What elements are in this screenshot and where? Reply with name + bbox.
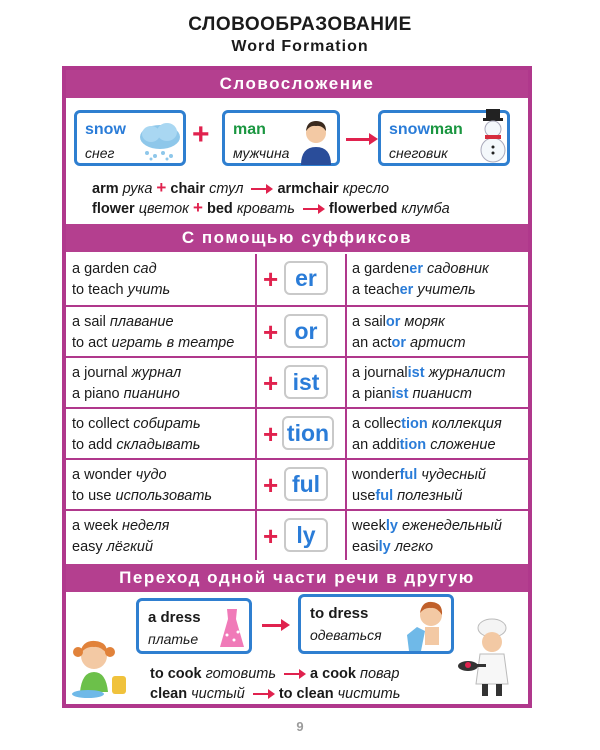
derived-words: a gardener садовник a teacher учитель <box>352 261 489 298</box>
arrow-icon <box>346 138 372 141</box>
suffix-label: er <box>284 261 328 295</box>
arrow-icon <box>284 673 302 675</box>
table-row <box>66 254 528 305</box>
suffix-cell: + ly <box>257 511 347 560</box>
compound-example-1: arm рука + chair стул armchair кресло <box>92 178 390 197</box>
snow-cloud-icon <box>137 121 183 161</box>
suffix-cell: + ful <box>257 460 347 509</box>
suffix-cell: + ist <box>257 358 347 407</box>
compound-example-2: flower цветок + bed кровать flowerbed клумба <box>92 198 450 217</box>
box-snow <box>74 110 186 166</box>
arrow-icon <box>303 208 321 210</box>
girl-cleaning-icon <box>70 636 132 700</box>
page-number: 9 <box>296 719 304 734</box>
box-to-dress: to dress одеваться <box>298 594 454 654</box>
base-words: a garden сад to teach учить <box>66 254 257 305</box>
base-words: a week неделя easy лёгкий <box>66 511 257 560</box>
derived-words: a journalist журналист a pianist пианист <box>352 365 506 402</box>
word-snowman-ru: снеговик <box>389 145 448 161</box>
arrow-icon <box>253 693 271 695</box>
base-words: to collect собирать to add складывать <box>66 409 257 458</box>
word-formation-card <box>62 66 532 708</box>
derived-words: a collection коллекция an addition сложение <box>352 416 502 453</box>
suffix-label: ly <box>284 518 328 552</box>
chef-icon <box>456 618 518 700</box>
word-man: man <box>233 121 266 138</box>
page-subtitle: Word Formation <box>231 38 369 55</box>
table-row <box>66 458 528 509</box>
base-words: a wonder чудо to use использовать <box>66 460 257 509</box>
table-row <box>66 509 528 560</box>
box-man <box>222 110 340 166</box>
base-words: a journal журнал a piano пианино <box>66 358 257 407</box>
word-man-ru: мужчина <box>233 145 290 161</box>
word-snow: snow <box>85 121 126 138</box>
section-header-suffixes: С помощью суффиксов <box>66 224 528 252</box>
box-dress: a dress платье <box>136 598 252 654</box>
suffix-cell: + tion <box>257 409 347 458</box>
girl-dressing-icon <box>405 601 451 653</box>
table-row <box>66 407 528 458</box>
arrow-icon <box>262 624 284 627</box>
suffix-label: tion <box>282 416 334 450</box>
table-row <box>66 356 528 407</box>
dress-icon <box>219 607 245 649</box>
suffix-label: ist <box>284 365 328 399</box>
box-snowman <box>378 110 510 166</box>
derived-words: wonderful чудесный useful полезный <box>352 467 486 504</box>
page-title: СЛОВООБРАЗОВАНИЕ <box>188 14 412 35</box>
suffix-label: or <box>284 314 328 348</box>
man-icon <box>297 115 335 165</box>
snowman-icon <box>477 107 509 165</box>
conversion-example-2: clean чистый to clean чистить <box>150 686 401 702</box>
arrow-icon <box>251 188 269 190</box>
section-header-compounding: Словосложение <box>66 70 528 98</box>
conversion-example-1: to cook готовить a cook повар <box>150 666 400 682</box>
derived-words: a sailor моряк an actor артист <box>352 314 466 351</box>
suffix-table <box>66 254 528 560</box>
derived-words: weekly еженедельный easily легко <box>352 518 502 555</box>
suffix-cell: + or <box>257 307 347 356</box>
table-row <box>66 305 528 356</box>
base-words: a sail плавание to act играть в театре <box>66 307 257 356</box>
suffix-label: ful <box>284 467 328 501</box>
suffix-cell: + er <box>257 254 347 305</box>
word-snowman: snowman <box>389 121 463 138</box>
word-snow-ru: снег <box>85 145 115 161</box>
section-header-conversion: Переход одной части речи в другую <box>66 564 528 592</box>
plus-icon: + <box>192 118 210 151</box>
